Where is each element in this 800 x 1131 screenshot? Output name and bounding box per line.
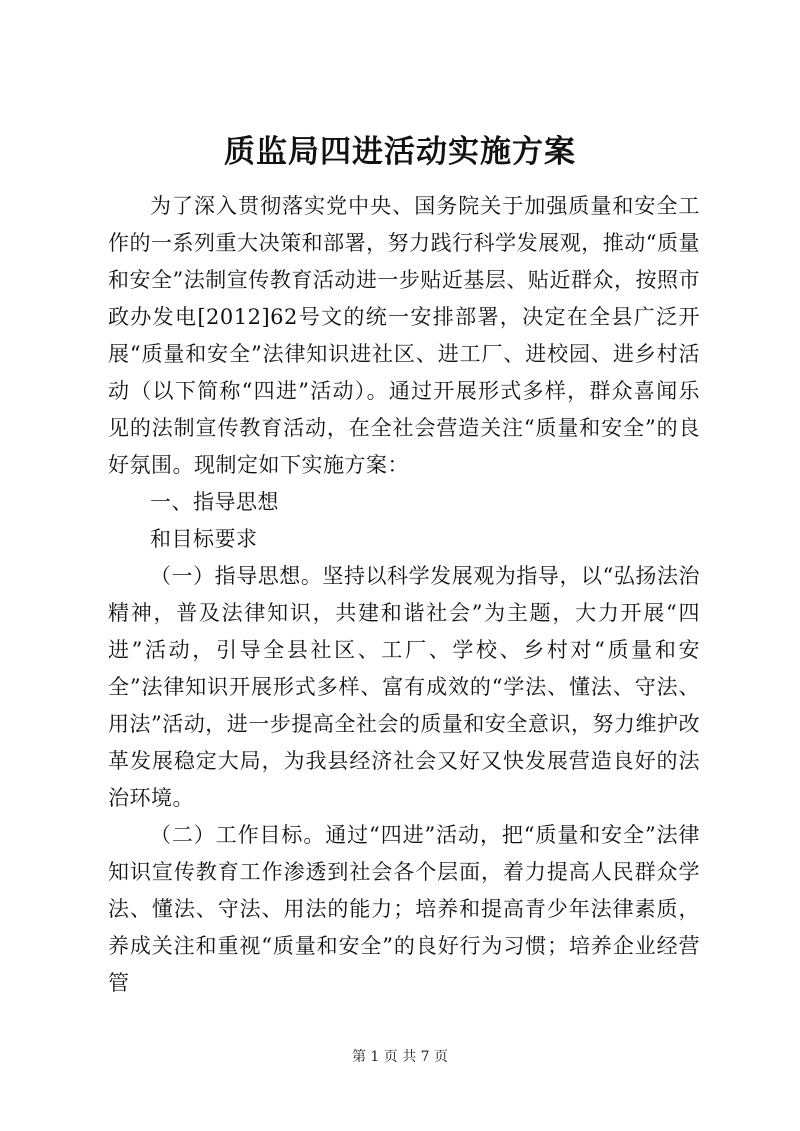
intro-paragraph: 为了深入贯彻落实党中央、国务院关于加强质量和安全工作的一系列重大决策和部署，努力践行科学发展观，推动“质量和安全”法制宣传教育活动进一步贴近基层、贴近群众，按照市政办发电[2012]62号文的统一安排部署，决定在全县广泛开展“质量和安全”法律知识进社区、进工厂、进校园、进乡村活动（以下简称“四进”活动）。通过开展形式多样，群众喜闻乐见的法制宣传教育活动，在全社会营造关注“质量和安全”的良好氛围。现制定如下实施方案： xyxy=(108,194,700,477)
guiding-thought-paragraph: （一）指导思想。坚持以科学发展观为指导，以“弘扬法治精神，普及法律知识，共建和谐社会”为主题，大力开展“四进”活动，引导全县社区、工厂、学校、乡村对“质量和安全”法律知识开展形式多样、富有成效的“学法、懂法、守法、用法”活动，进一步提高全社会的质量和安全意识，努力维护改革发展稳定大局，为我县经济社会又好又快发展营造良好的法治环境。 xyxy=(108,564,700,810)
page-number-footer: 第 1 页 共 7 页 xyxy=(351,1049,449,1065)
work-goal-paragraph: （二）工作目标。通过“四进”活动，把“质量和安全”法律知识宣传教育工作渗透到社会各个层面，着力提高人民群众学法、懂法、守法、用法的能力；培养和提高青少年法律素质，养成关注和重视“质量和安全”的良好行为习惯；培养企业经营管 xyxy=(108,823,700,995)
document-title: 质监局四进活动实施方案 xyxy=(224,134,576,170)
section-heading-goals: 和目标要求 xyxy=(150,527,258,551)
section-heading-guiding-thought: 一、指导思想 xyxy=(150,490,279,514)
document-body xyxy=(108,188,700,1002)
